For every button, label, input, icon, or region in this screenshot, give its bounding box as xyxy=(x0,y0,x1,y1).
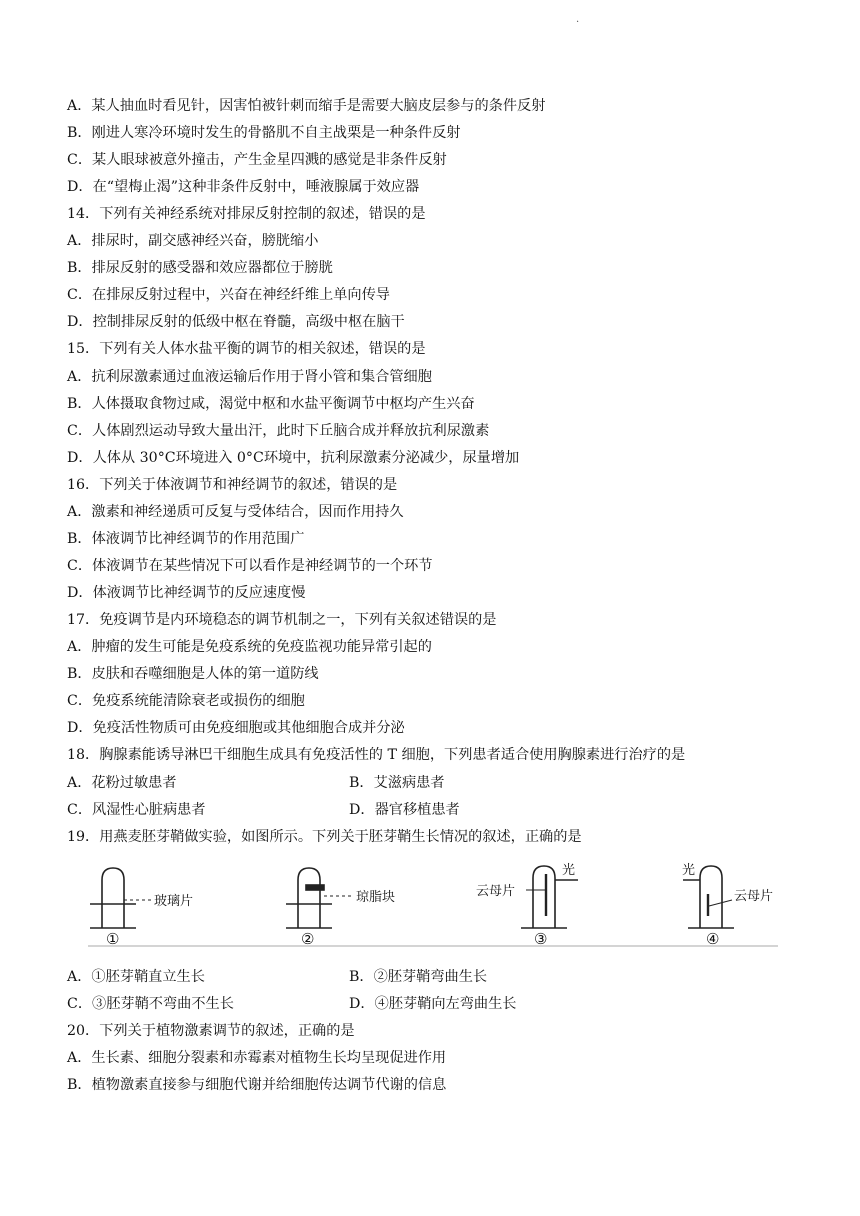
label-mica-sheet-4: 云母片 xyxy=(734,889,774,904)
q19-option-a: A．①胚芽鞘直立生长 xyxy=(67,969,205,985)
q19-option-d: D．④胚芽鞘向左弯曲生长 xyxy=(349,996,517,1012)
q18-options-row-2 xyxy=(67,800,460,820)
q18-option-b: B．艾滋病患者 xyxy=(349,775,445,791)
text-line: 16．下列关于体液调节和神经调节的叙述，错误的是 xyxy=(67,476,398,493)
q18-option-a: A．花粉过敏患者 xyxy=(67,775,177,791)
text-line: C．某人眼球被意外撞击，产生金星四溅的感觉是非条件反射 xyxy=(67,152,447,169)
label-glass-slide: 玻璃片 xyxy=(154,894,194,909)
text-line: A．生长素、细胞分裂素和赤霉素对植物生长均呈现促进作用 xyxy=(67,1050,447,1066)
text-line: C．人体剧烈运动导致大量出汗，此时下丘脑合成并释放抗利尿激素 xyxy=(67,422,490,439)
text-line: B．植物激素直接参与细胞代谢并给细胞传达调节代谢的信息 xyxy=(67,1077,447,1093)
text-line: 17．免疫调节是内环境稳态的调节机制之一，下列有关叙述错误的是 xyxy=(67,611,497,628)
text-line: A．某人抽血时看见针，因害怕被针刺而缩手是需要大脑皮层参与的条件反射 xyxy=(67,98,546,114)
q19-option-b: B．②胚芽鞘弯曲生长 xyxy=(349,969,488,985)
text-line: 15．下列有关人体水盐平衡的调节的相关叙述，错误的是 xyxy=(67,341,426,358)
text-line: 18．胸腺素能诱导淋巴干细胞生成具有免疫活性的 T 细胞，下列患者适合使用胸腺素进行治疗的是 xyxy=(67,747,686,764)
text-line: D．免疫活性物质可由免疫细胞或其他细胞合成并分泌 xyxy=(67,720,405,737)
q19-options-row-2 xyxy=(67,994,517,1014)
text-line: D．体液调节比神经调节的反应速度慢 xyxy=(67,584,306,601)
q18-option-d: D．器官移植患者 xyxy=(349,802,460,818)
text-line: 20．下列关于植物激素调节的叙述，正确的是 xyxy=(67,1023,355,1039)
text-line: C．免疫系统能清除衰老或损伤的细胞 xyxy=(67,693,305,710)
q18-option-c: C．风湿性心脏病患者 xyxy=(67,802,206,818)
figure-number-3: ③ xyxy=(534,930,548,948)
text-line: D．人体从 30°C环境进入 0°C环境中，抗利尿激素分泌减少，尿量增加 xyxy=(67,449,520,466)
label-mica-sheet-3: 云母片 xyxy=(476,884,516,899)
text-line: A．排尿时，副交感神经兴奋，膀胱缩小 xyxy=(67,233,319,250)
text-line: B．体液调节比神经调节的作用范围广 xyxy=(67,530,305,547)
text-line: C．体液调节在某些情况下可以看作是神经调节的一个环节 xyxy=(67,557,433,574)
q19-stem: 19．用燕麦胚芽鞘做实验，如图所示。下列关于胚芽鞘生长情况的叙述，正确的是 xyxy=(67,829,582,845)
text-line: B．人体摄取食物过咸，渴觉中枢和水盐平衡调节中枢均产生兴奋 xyxy=(67,395,475,412)
figure-number-4: ④ xyxy=(706,930,720,948)
text-line: D．控制排尿反射的低级中枢在脊髓，高级中枢在脑干 xyxy=(67,314,405,331)
label-agar-block: 琼脂块 xyxy=(356,890,396,905)
q19-option-c: C．③胚芽鞘不弯曲不生长 xyxy=(67,996,234,1012)
text-line: D．在“望梅止渴”这种非条件反射中，唾液腺属于效应器 xyxy=(67,179,420,196)
text-line: 14．下列有关神经系统对排尿反射控制的叙述，错误的是 xyxy=(67,206,426,223)
text-line: C．在排尿反射过程中，兴奋在神经纤维上单向传导 xyxy=(67,287,390,304)
header-mark: . xyxy=(576,14,580,25)
coleoptile-diagram xyxy=(88,858,778,952)
text-line: B．刚进人寒冷环境时发生的骨骼肌不自主战栗是一种条件反射 xyxy=(67,125,461,142)
text-line: A．肿瘤的发生可能是免疫系统的免疫监视功能异常引起的 xyxy=(67,639,432,655)
text-line: B．皮肤和吞噬细胞是人体的第一道防线 xyxy=(67,666,319,683)
coleoptile-figure xyxy=(88,858,778,952)
text-line: A．抗利尿激素通过血液运输后作用于肾小管和集合管细胞 xyxy=(67,368,432,385)
text-line: A．激素和神经递质可反复与受体结合，因而作用持久 xyxy=(67,503,404,520)
q19-options-row-1 xyxy=(67,967,488,987)
figure-number-1: ① xyxy=(106,930,120,948)
label-light-4: 光 xyxy=(682,863,696,878)
label-light-3: 光 xyxy=(562,863,576,878)
text-line: B．排尿反射的感受器和效应器都位于膀胱 xyxy=(67,260,333,277)
figure-number-2: ② xyxy=(301,930,315,948)
q18-options-row-1 xyxy=(67,773,445,793)
